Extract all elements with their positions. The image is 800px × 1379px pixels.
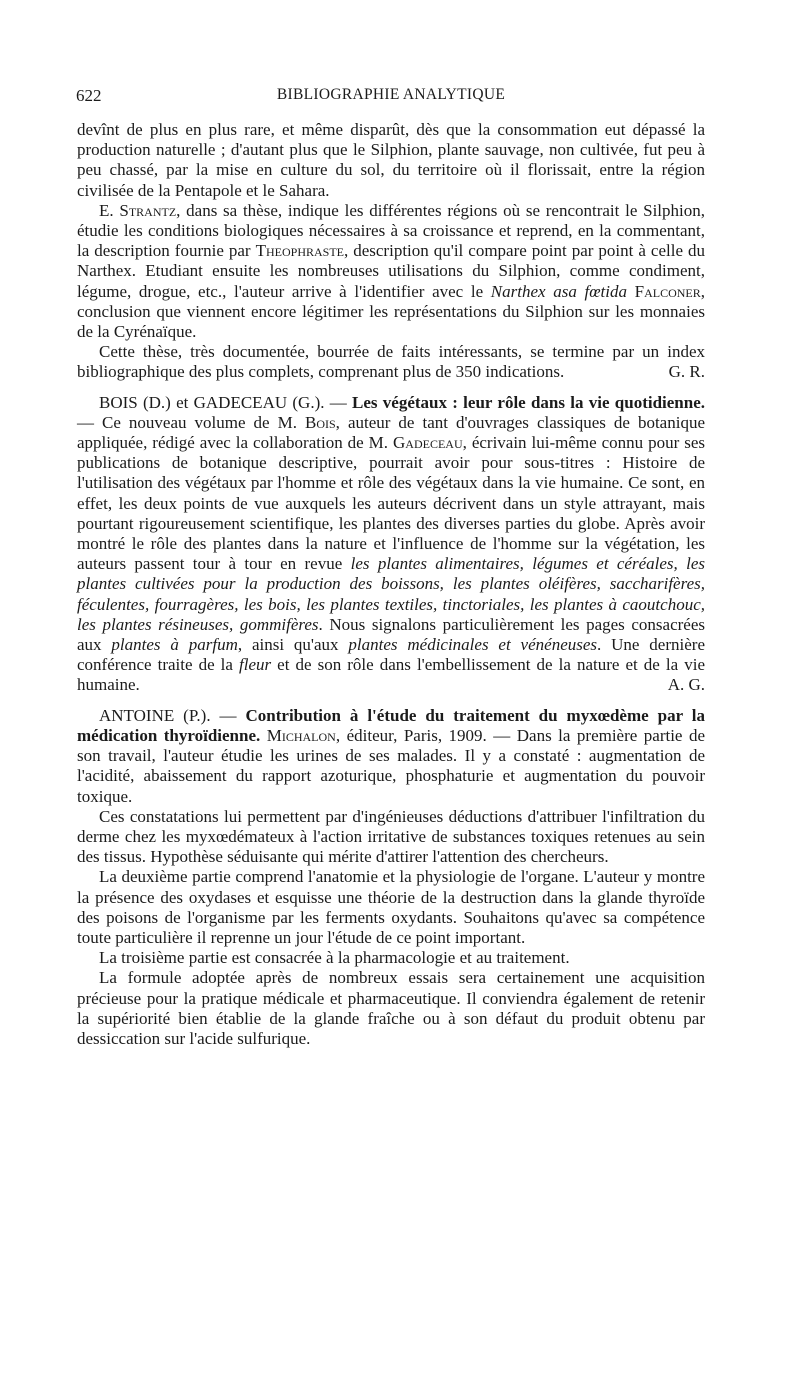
review2-italic-4: fleur <box>239 655 272 675</box>
review1-text-p3: Cette thèse, très documentée, bourrée de faits intéressants, se termine par un index bibliographique des plus complets, comprenant plus de 350 indications. <box>77 342 705 382</box>
author-gadeceau: Gadeceau <box>393 433 463 453</box>
running-title: BIBLIOGRAPHIE ANALYTIQUE <box>276 86 506 103</box>
species-name: Narthex asa fœtida <box>490 281 627 301</box>
review2-text-d: . Nous signalons particulièrement les pages consacrées aux <box>77 614 705 655</box>
page-body <box>77 120 705 1049</box>
review2-text-b: , auteur de tant d'ouvrages classiques de botanique appliquée, rédigé avec la collaboration de M. <box>77 412 705 453</box>
page-number: 622 <box>76 86 102 105</box>
review3-paragraph-2: Ces constatations lui permettent par d'ingénieuses déductions d'attribuer l'infiltration du derme chez les myxœdémateux à l'action irritative de substances toxiques retenues au sein des tissus. Hypothèse séduisante qui mérite d'attirer l'attention des chercheurs. <box>77 806 705 867</box>
review3-author: ANTOINE (P.). <box>99 705 211 725</box>
review3-text-a: , éditeur, Paris, 1909. — Dans la première partie de son travail, l'auteur étudie les urines de ses malades. Il y a constaté : augmentation de l'acidité, abaissement du rapport azoturique, phosphaturie et augmentation du pouvoir toxique. <box>77 725 706 806</box>
review3-title: Contribution à l'étude du traitement du myxœdème par la médication thyroïdienne. <box>77 705 706 745</box>
author-bois: Bois <box>304 412 336 432</box>
review1-signature: G. R. <box>668 362 705 382</box>
page-header <box>76 86 706 108</box>
review3-paragraph-4: La troisième partie est consacrée à la pharmacologie et au traitement. <box>99 948 570 968</box>
review3-paragraph-3: La deuxième partie comprend l'anatomie et la physiologie de l'organe. L'auteur y montre la présence des oxydases et esquisse une théorie de la destruction dans la glande thyroïde des poisons de l'organisme par les ferments oxydants. Souhaitons qu'avec sa compétence toute particulière il reprenne un jour l'étude de ce point important. <box>77 867 705 947</box>
review3-paragraph-5: La formule adoptée après de nombreux essais sera certainement une acquisition précieuse pour la pratique médicale et pharmaceutique. Il conviendra également de retenir la supériorité bien établie de la glande fraîche ou à son défaut du produit obtenu par dessiccation sur l'acide sulfurique. <box>77 968 705 1048</box>
review1-text-b: , description qu'il compare point par point à celle du Narthex. Etudiant ensuite les nombreuses utilisations du Silphion, comme condiment, légume, drogue, etc., l'auteur arrive à l'identifier avec le <box>77 241 705 301</box>
review1-paragraph-1: devînt de plus en plus rare, et même disparût, dès que la consommation eut dépassé la production naturelle ; d'autant plus que le Silphion, plante sauvage, non cultivée, fut peu à peu chassé, par la mise en culture du sol, du territoire où il florissait, entre la région civilisée de la Pentapole et le Sahara. <box>77 120 705 200</box>
review2-text-g: et de son rôle dans l'embellissement de la nature et de la vie humaine. <box>77 655 705 695</box>
review2-title: Les végétaux : leur rôle dans la vie quotidienne. <box>352 392 706 412</box>
review2-dash: — <box>324 392 353 412</box>
review1-paragraph-2 <box>77 201 705 342</box>
author-falconer: Falconer <box>634 281 701 301</box>
publisher-michalon: Michalon <box>266 725 336 745</box>
review2-text-f: . Une dernière conférence traite de la <box>77 635 705 675</box>
review2-italic-2: plantes à parfum <box>111 635 238 655</box>
review3-entry <box>77 706 705 807</box>
review1-text-c: , conclusion que viennent encore légitimer les représentations du Silphion sur les monnaies de la Cyrénaïque. <box>77 281 706 342</box>
review1-paragraph-3 <box>77 342 705 382</box>
author-strantz: E. Strantz <box>99 200 177 220</box>
review2-signature: A. G. <box>667 675 705 695</box>
author-theophraste: Theophraste <box>255 241 344 261</box>
review2-text-a: — Ce nouveau volume de M. <box>77 412 305 432</box>
review2-italic-3: plantes médicinales et vénéneuses <box>348 635 598 655</box>
review2-entry <box>77 393 705 696</box>
review3-dash: — <box>210 705 246 725</box>
review2-italic-1: les plantes alimentaires, légumes et céréales, les plantes cultivées pour la production des boissons, les plantes oléifères, saccharifères, féculentes, fourragères, les bois, les plantes textiles, tinctoriales, les plantes à caoutchouc, les plantes résineuses, gommifères <box>77 554 705 634</box>
review2-text-e: , ainsi qu'aux <box>237 635 349 655</box>
review2-authors: BOIS (D.) et GADECEAU (G.). <box>99 392 325 412</box>
review2-text-c: , écrivain lui-même connu pour ses publications de botanique descriptive, pourrait avoir pour sous-titres : Histoire de l'utilisation des végétaux par l'homme et rôle des végétaux dans la vie humaine. Ce sont, en effet, les deux points de vue auxquels les auteurs décrivent dans un style attrayant, mais pourtant rigoureusement scientifique, les plantes des diverses parties du globe. Après avoir montré le rôle des plantes dans la nature et l'influence de l'homme sur la végétation, les auteurs passent tour à tour en revue <box>77 433 705 574</box>
review1-text-a: , dans sa thèse, indique les différentes régions où se rencontrait le Silphion, étudie les conditions biologiques nécessaires à sa croissance et reprend, en la commentant, la description fournie par <box>77 200 705 261</box>
